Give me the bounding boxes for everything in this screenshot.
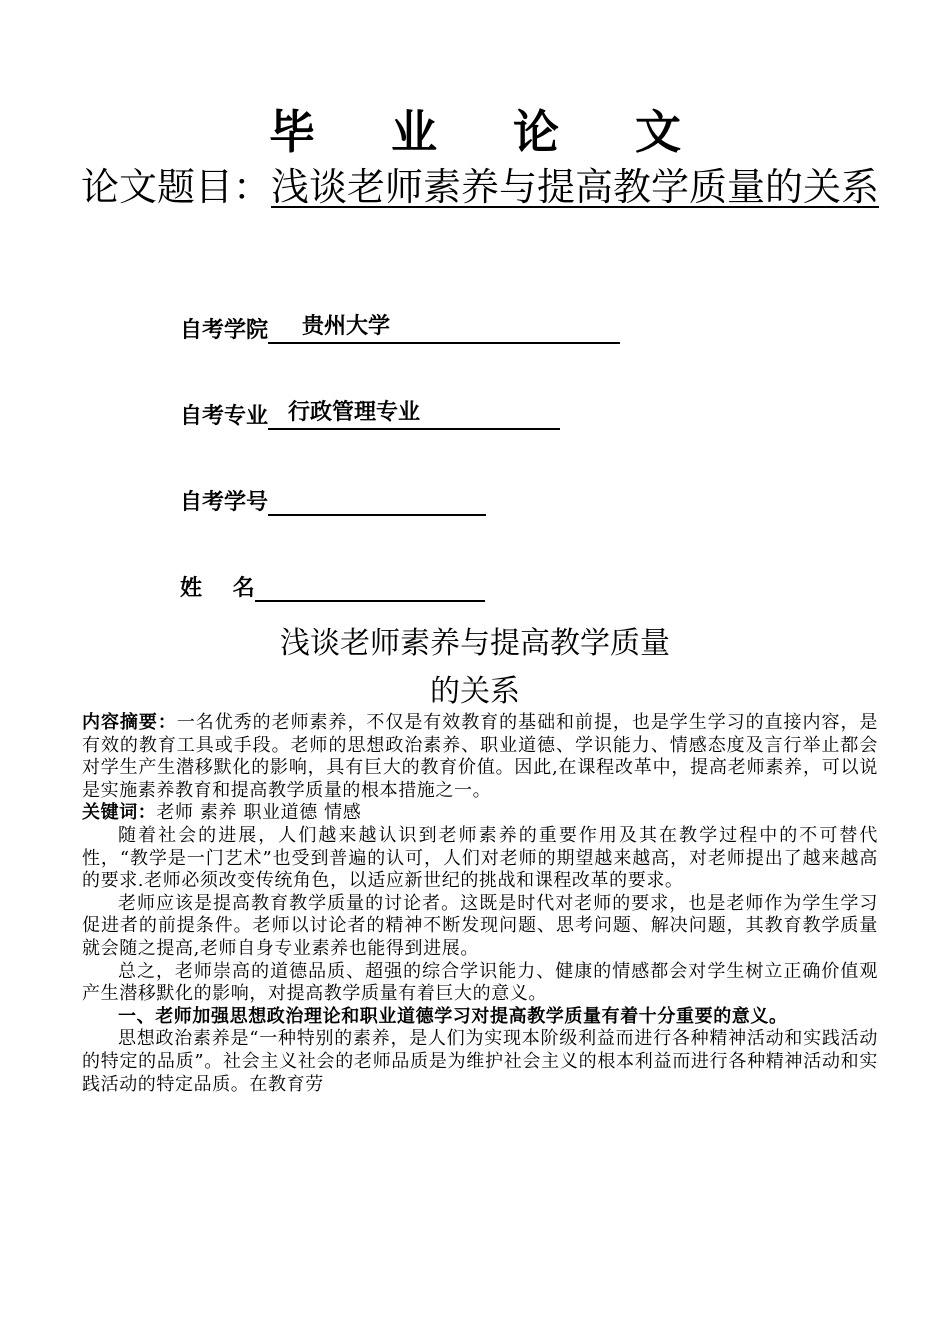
college-label: 自考学院 — [180, 318, 269, 343]
thesis-title — [80, 162, 880, 212]
body-paragraph-2: 老师应该是提高教育教学质量的讨论者。这既是时代对老师的要求，也是老师作为学生学习促进者的前提条件。老师以讨论者的精神不断发现问题、思考问题、解决问题，其教育教学质量就会随之提高,老师自身专业素养也能得到进展。 — [82, 892, 878, 959]
article-title-line2: 的关系 — [430, 674, 520, 709]
article-body — [82, 712, 878, 1096]
keywords-text: 老师 素养 职业道德 情感 — [156, 802, 362, 824]
section-1-heading: 一、老师加强思想政治理论和职业道德学习对提高教学质量有着十分重要的意义。 — [118, 1005, 788, 1027]
name-row — [180, 568, 485, 602]
student-id-label: 自考学号 — [180, 490, 269, 515]
abstract-label: 内容摘要： — [82, 712, 177, 733]
major-label: 自考专业 — [180, 404, 269, 429]
student-id-row — [180, 482, 486, 516]
thesis-title-text: 浅谈老师素养与提高教学质量的关系 — [271, 165, 880, 209]
thesis-title-label: 论文题目： — [80, 165, 271, 209]
abstract-paragraph — [82, 712, 878, 802]
student-id-value — [268, 484, 486, 516]
keywords-paragraph — [82, 802, 878, 825]
body-paragraph-1: 随着社会的进展，人们越来越认识到老师素养的重要作用及其在教学过程中的不可替代性，“教学是一门艺术”也受到普遍的认可，人们对老师的期望越来越高，对老师提出了越来越高的要求.老师必须改变传统角色，以适应新世纪的挑战和课程改革的要求。 — [82, 824, 878, 892]
body-paragraph-4: 思想政治素养是“一种特别的素养，是人们为实现本阶级利益而进行各种精神活动和实践活动的特定的品质”。社会主义社会的老师品质是为维护社会主义的根本利益而进行各种精神活动和实践活动的特定品质。在教育劳 — [82, 1028, 878, 1095]
body-paragraph-3: 总之，老师崇高的道德品质、超强的综合学识能力、健康的情感都会对学生树立正确价值观产生潜移默化的影响，对提高教学质量有着巨大的意义。 — [82, 960, 878, 1005]
major-value: 行政管理专业 — [268, 398, 560, 430]
main-title: 毕 业 论 文 — [268, 105, 712, 159]
college-value: 贵州大学 — [268, 312, 620, 344]
keywords-label: 关键词： — [82, 802, 157, 824]
name-label: 姓 名 — [180, 576, 255, 601]
college-row — [180, 310, 620, 344]
name-value — [255, 570, 485, 602]
article-title-line1: 浅谈老师素养与提高教学质量 — [280, 626, 670, 661]
major-row — [180, 396, 560, 430]
abstract-text: 一名优秀的老师素养，不仅是有效教育的基础和前提，也是学生学习的直接内容，是有效的教育工具或手段。老师的思想政治素养、职业道德、学识能力、情感态度及言行举止都会对学生产生潜移默化的影响，具有巨大的教育价值。因此,在课程改革中，提高老师素养，可以说是实施素养教育和提高教学质量的根本措施之一。 — [82, 712, 879, 801]
